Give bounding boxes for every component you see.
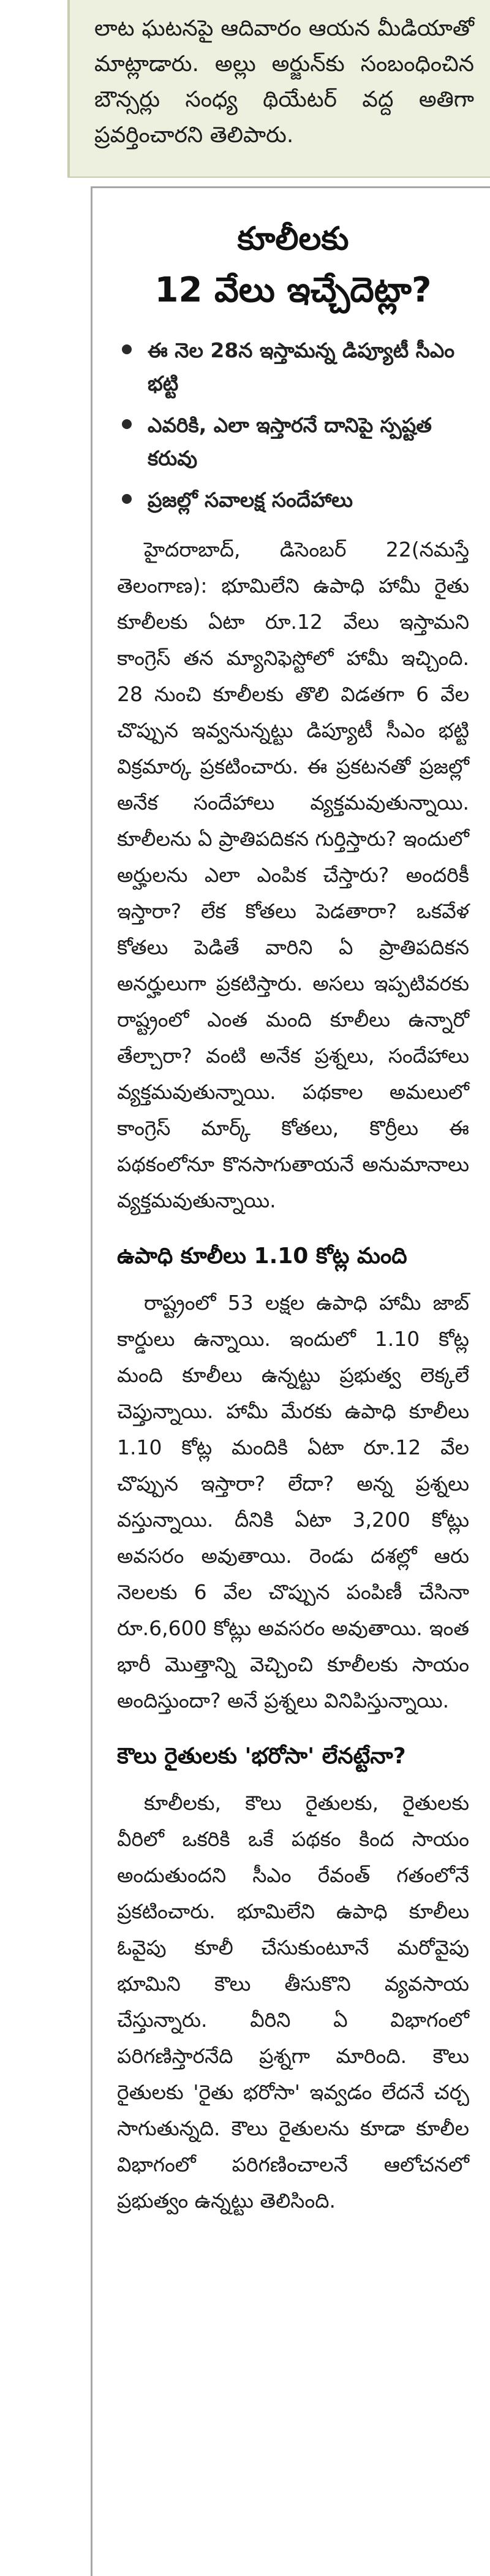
previous-article-snippet <box>67 0 490 178</box>
bullet-icon <box>122 494 132 504</box>
headline-line-2: 12 వేలు ఇచ్చేదెట్లా? <box>154 270 432 310</box>
headline <box>117 214 469 317</box>
bullet-icon <box>122 419 132 429</box>
article-box <box>91 186 490 2576</box>
highlights-list <box>117 334 469 517</box>
highlight-item <box>117 409 469 475</box>
highlight-text: ఈ నెల 28న ఇస్తామన్న డిప్యూటీ సీఎం భట్టి <box>148 338 455 395</box>
body-paragraph-3: కూలీలకు, కౌలు రైతులకు, రైతులకు వీరిలో ఒకరికి ఒకే పథకం కింద సాయం అందుతుందని సీఎం రేవంత్ గతంలోనే ప్రకటించారు. భూమిలేని ఉపాధి కూలీలు ఓవైపు కూలీ చేసుకుంటూనే మరోవైపు భూమిని కౌలు తీసుకొని వ్యవసాయ చేస్తున్నారు. వీరిని ఏ విభాగంలో పరిగణిస్తారనేది ప్రశ్నగా మారింది. కౌలు రైతులకు 'రైతు భరోసా' ఇవ్వడం లేదనే చర్చ సాగుతున్నది. కౌలు రైతులను కూడా కూలీల విభాగంలో పరిగణించాలనే ఆలోచనలో ప్రభుత్వం ఉన్నట్టు తెలిసింది. <box>117 1791 469 2213</box>
snippet-text: లాట ఘటనపై ఆదివారం ఆయన మీడియాతో మాట్లాడారు. అల్లు అర్జున్‌కు సంబంధించిన బౌన్సర్లు సంధ్య థియేటర్ వద్ద అతిగా ప్రవర్తించారని తెలిపారు. <box>94 16 474 148</box>
highlight-text: ఎవరికి, ఎలా ఇస్తారనే దానిపై స్పష్టత కరువు <box>148 413 432 470</box>
headline-line-1: కూలీలకు <box>237 221 349 257</box>
body-paragraph-1: హైదరాబాద్, డిసెంబర్ 22(నమస్తే తెలంగాణ): భూమిలేని ఉపాధి హామీ రైతు కూలీలకు ఏటా రూ.12 వేలు ఇస్తామని కాంగ్రెస్ తన మ్యానిఫెస్టోలో హామీ ఇచ్చింది. 28 నుంచి కూలీలకు తొలి విడతగా 6 వేల చొప్పున ఇవ్వనున్నట్టు డిప్యూటీ సీఎం భట్టి విక్రమార్క ప్రకటించారు. ఈ ప్రకటనతో ప్రజల్లో అనేక సందేహాలు వ్యక్తమవుతున్నాయి. కూలీలను ఏ ప్రాతిపదికన గుర్తిస్తారు? ఇందులో అర్హులను ఎలా ఎంపిక చేస్తారు? అందరికీ ఇస్తారా? లేక కోతలు పెడతారా? ఒకవేళ కోతలు పెడితే వారిని ఏ ప్రాతిపదికన అనర్హులుగా ప్రకటిస్తారు. అసలు ఇప్పటివరకు రాష్ట్రంలో ఎంత మంది కూలీలు ఉన్నారో తేల్చారా? వంటి అనేక ప్రశ్నలు, సందేహాలు వ్యక్తమవుతున్నాయి. పథకాల అమలులో కాంగ్రెస్ మార్క్ కోతలు, కొర్రీలు ఈ పథకంలోనూ కొనసాగుతాయనే అనుమానాలు వ్యక్తమవుతున్నాయి. <box>117 538 469 1212</box>
bullet-icon <box>122 344 132 354</box>
highlight-item <box>117 484 469 517</box>
highlight-text: ప్రజల్లో సవాలక్ష సందేహాలు <box>148 488 353 512</box>
subheading-1: ఉపాధి కూలీలు 1.10 కోట్ల మంది <box>117 1244 407 1269</box>
body-paragraph-2: రాష్ట్రంలో 53 లక్షల ఉపాధి హామీ జాబ్ కార్డులు ఉన్నాయి. ఇందులో 1.10 కోట్ల మంది కూలీలు ఉన్నట్టు ప్రభుత్వ లెక్కలే చెప్తున్నాయి. హామీ మేరకు ఉపాధి కూలీలు 1.10 కోట్ల మందికి ఏటా రూ.12 వేల చొప్పున ఇస్తారా? లేదా? అన్న ప్రశ్నలు వస్తున్నాయి. దీనికి ఏటా 3,200 కోట్లు అవసరం అవుతాయి. రెండు దశల్లో ఆరు నెలలకు 6 వేల చొప్పున పంపిణీ చేసినా రూ.6,600 కోట్లు అవసరం అవుతాయి. ఇంత భారీ మొత్తాన్ని వెచ్చించి కూలీలకు సాయం అందిస్తుందా? అనే ప్రశ్నలు వినిపిస్తున్నాయి. <box>117 1291 469 1712</box>
highlight-item <box>117 334 469 400</box>
subheading-2: కౌలు రైతులకు 'భరోసా' లేనట్టేనా? <box>117 1744 406 1769</box>
